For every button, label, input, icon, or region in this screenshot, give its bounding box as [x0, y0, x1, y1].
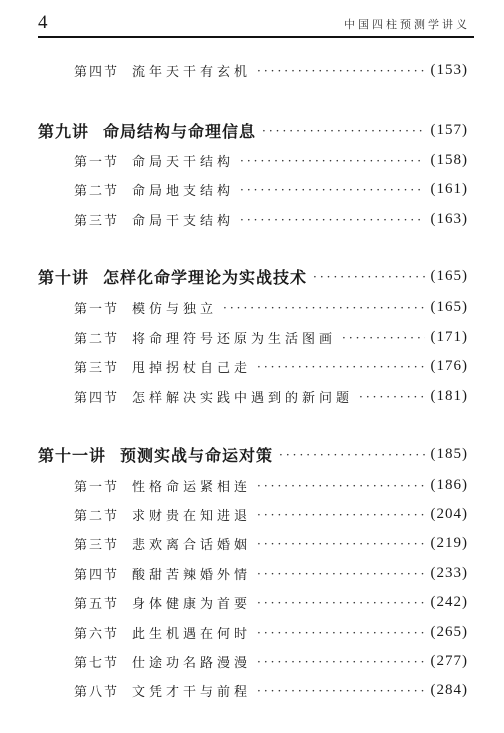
- section-label: 第三节: [74, 360, 120, 376]
- page-number: 4: [38, 12, 48, 33]
- section-label: 第一节: [74, 154, 120, 170]
- page-reference: (219): [430, 534, 468, 551]
- dot-leader: [257, 684, 424, 698]
- section-title: 命局地支结构: [132, 183, 235, 199]
- section-title: 文凭才干与前程: [132, 684, 252, 700]
- section-title: 悲欢离合话婚姻: [132, 537, 252, 553]
- chapter-title: 预测实战与命运对策: [120, 445, 274, 465]
- section-label: 第三节: [74, 213, 120, 229]
- toc-section-row: [74, 680, 468, 700]
- toc-section-row: [74, 504, 468, 524]
- toc-section-row: [74, 563, 468, 583]
- section-label: 第三节: [74, 537, 120, 553]
- page-reference: (181): [430, 387, 468, 404]
- dot-leader: [257, 64, 424, 78]
- dot-leader: [240, 154, 424, 168]
- page-reference: (157): [430, 121, 468, 138]
- dot-leader: [279, 448, 424, 462]
- section-label: 第六节: [74, 626, 120, 642]
- dot-leader: [257, 655, 424, 669]
- dot-leader: [257, 626, 424, 640]
- toc-section-row: [74, 622, 468, 642]
- page-reference: (165): [430, 298, 468, 315]
- page-reference: (158): [430, 151, 468, 168]
- toc-section-row: [74, 651, 468, 671]
- section-title: 此生机遇在何时: [132, 626, 252, 642]
- dot-leader: [313, 270, 424, 284]
- running-title: 中国四柱预测学讲义: [344, 18, 470, 31]
- section-label: 第四节: [74, 567, 120, 583]
- toc-section-row: [74, 297, 468, 317]
- toc-section-row: [74, 592, 468, 612]
- section-title: 性格命运紧相连: [132, 479, 252, 495]
- toc-section-row: [74, 327, 468, 347]
- section-label: 第四节: [74, 64, 120, 80]
- dot-leader: [240, 213, 424, 227]
- section-label: 第二节: [74, 183, 120, 199]
- chapter-title: 怎样化命学理论为实战技术: [103, 267, 308, 287]
- toc-chapter-row: [38, 442, 468, 466]
- page-reference: (161): [430, 180, 468, 197]
- toc-section-row: [74, 356, 468, 376]
- page-reference: (242): [430, 593, 468, 610]
- toc-section-row: [74, 60, 468, 80]
- page-reference: (265): [430, 623, 468, 640]
- chapter-label: 第九讲: [38, 121, 90, 141]
- toc-section-row: [74, 386, 468, 406]
- toc-section-row: [74, 209, 468, 229]
- section-title: 身体健康为首要: [132, 596, 252, 612]
- section-label: 第四节: [74, 390, 120, 406]
- section-label: 第七节: [74, 655, 120, 671]
- toc-section-row: [74, 533, 468, 553]
- section-label: 第一节: [74, 479, 120, 495]
- section-label: 第二节: [74, 508, 120, 524]
- page-reference: (163): [430, 210, 468, 227]
- section-title: 求财贵在知进退: [132, 508, 252, 524]
- page-reference: (171): [430, 328, 468, 345]
- section-title: 流年天干有玄机: [132, 64, 252, 80]
- page-reference: (185): [430, 445, 468, 462]
- dot-leader: [257, 508, 424, 522]
- section-label: 第一节: [74, 301, 120, 317]
- dot-leader: [257, 596, 424, 610]
- toc-section-row: [74, 150, 468, 170]
- section-title: 仕途功名路漫漫: [132, 655, 252, 671]
- chapter-label: 第十讲: [38, 267, 90, 287]
- dot-leader: [240, 183, 424, 197]
- dot-leader: [257, 537, 424, 551]
- dot-leader: [257, 567, 424, 581]
- toc-chapter-row: [38, 264, 468, 288]
- dot-leader: [359, 390, 424, 404]
- page-reference: (277): [430, 652, 468, 669]
- section-title: 将命理符号还原为生活图画: [132, 331, 337, 347]
- section-title: 命局干支结构: [132, 213, 235, 229]
- page-reference: (165): [430, 267, 468, 284]
- page-reference: (233): [430, 564, 468, 581]
- dot-leader: [257, 479, 424, 493]
- toc-section-row: [74, 179, 468, 199]
- page-reference: (204): [430, 505, 468, 522]
- dot-leader: [223, 301, 424, 315]
- toc-section-row: [74, 475, 468, 495]
- page-reference: (284): [430, 681, 468, 698]
- chapter-label: 第十一讲: [38, 445, 107, 465]
- dot-leader: [262, 124, 424, 138]
- chapter-title: 命局结构与命理信息: [103, 121, 257, 141]
- page-reference: (153): [430, 61, 468, 78]
- section-label: 第五节: [74, 596, 120, 612]
- section-title: 模仿与独立: [132, 301, 218, 317]
- section-title: 酸甜苦辣婚外情: [132, 567, 252, 583]
- section-title: 怎样解决实践中遇到的新问题: [132, 390, 354, 406]
- section-title: 甩掉拐杖自己走: [132, 360, 252, 376]
- dot-leader: [342, 331, 424, 345]
- dot-leader: [257, 360, 424, 374]
- section-label: 第二节: [74, 331, 120, 347]
- page-reference: (186): [430, 476, 468, 493]
- section-title: 命局天干结构: [132, 154, 235, 170]
- toc-chapter-row: [38, 118, 468, 142]
- section-label: 第八节: [74, 684, 120, 700]
- page-reference: (176): [430, 357, 468, 374]
